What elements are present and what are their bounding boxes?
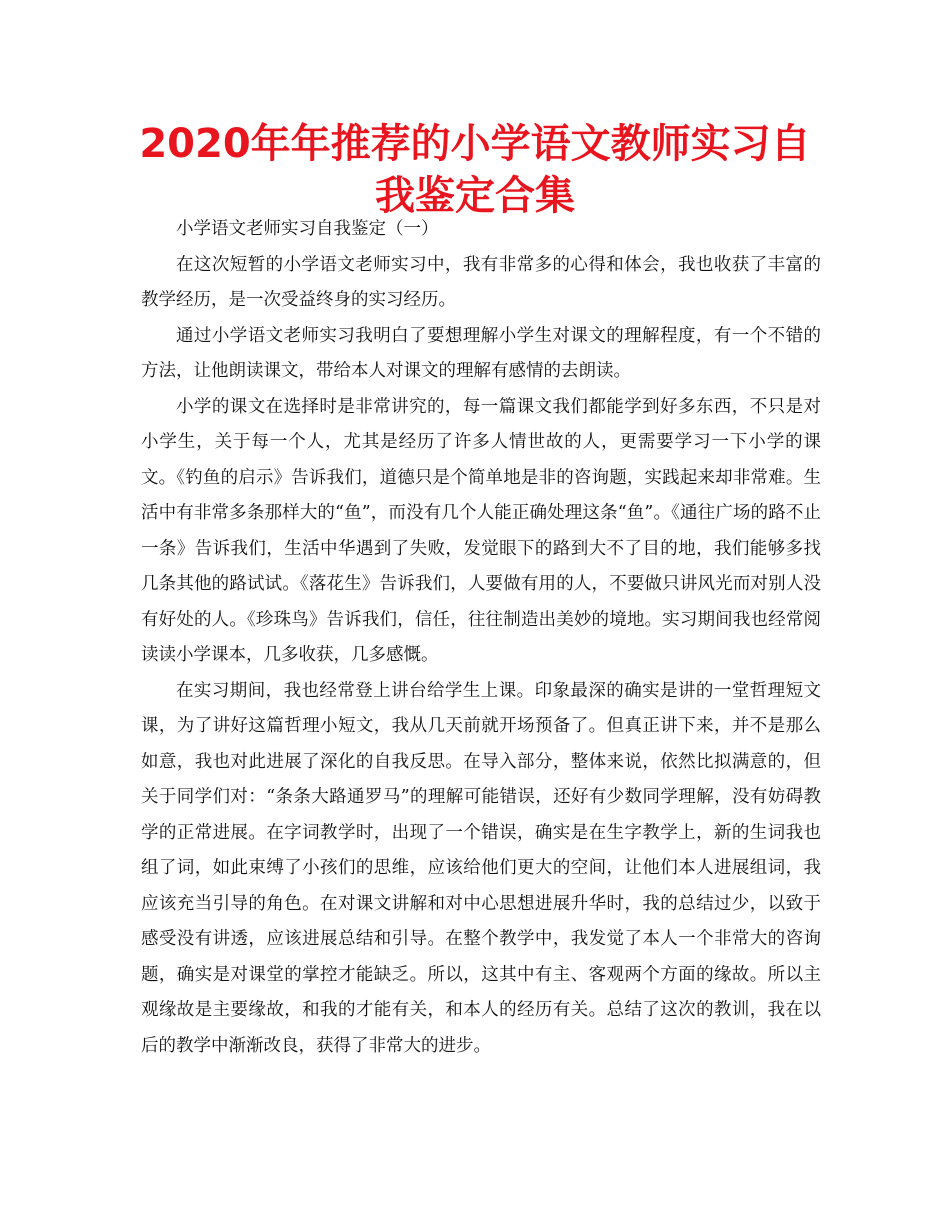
document-body <box>141 212 821 1064</box>
paragraph: 在这次短暂的小学语文老师实习中，我有非常多的心得和体会，我也收获了丰富的教学经历，是一次受益终身的实习经历。 <box>141 254 821 310</box>
section-heading: 小学语文老师实习自我鉴定（一） <box>176 219 439 239</box>
paragraph: 小学的课文在选择时是非常讲究的，每一篇课文我们都能学到好多东西，不只是对小学生，关于每一个人，尤其是经历了许多人情世故的人，更需要学习一下小学的课文。《钓鱼的启示》告诉我们，道德只是个简单地是非的咨询题，实践起来却非常难。生活中有非常多条那样大的“鱼”，而没有几个人能正确处理这条“鱼”。《通往广场的路不止一条》告诉我们，生活中华遇到了失败，发觉眼下的路到大不了目的地，我们能够多找几条其他的路试试。《落花生》告诉我们，人要做有用的人，不要做只讲风光而对别人没有好处的人。《珍珠鸟》告诉我们，信任，往往制造出美妙的境地。实习期间我也经常阅读读小学课本，几多收获，几多感慨。 <box>141 396 821 665</box>
paragraph: 通过小学语文老师实习我明白了要想理解小学生对课文的理解程度，有一个不错的方法，让他朗读课文，带给本人对课文的理解有感情的去朗读。 <box>141 325 821 381</box>
paragraph: 在实习期间，我也经常登上讲台给学生上课。印象最深的确实是讲的一堂哲理短文课，为了讲好这篇哲理小短文，我从几天前就开场预备了。但真正讲下来，并不是那么如意，我也对此进展了深化的自我反思。在导入部分，整体来说，依然比拟满意的，但关于同学们对：“条条大路通罗马”的理解可能错误，还好有少数同学理解，没有妨碍教学的正常进展。在字词教学时，出现了一个错误，确实是在生字教学上，新的生词我也组了词，如此束缚了小孩们的思维，应该给他们更大的空间，让他们本人进展组词，我应该充当引导的角色。在对课文讲解和对中心思想进展升华时，我的总结过少，以致于感受没有讲透，应该进展总结和引导。在整个教学中，我发觉了本人一个非常大的咨询题，确实是对课堂的掌控才能缺乏。所以，这其中有主、客观两个方面的缘故。所以主观缘故是主要缘故，和我的才能有关，和本人的经历有关。总结了这次的教训，我在以后的教学中渐渐改良，获得了非常大的进步。 <box>141 680 821 1056</box>
document-title: 2020年年推荐的小学语文教师实习自我鉴定合集 <box>139 121 811 219</box>
